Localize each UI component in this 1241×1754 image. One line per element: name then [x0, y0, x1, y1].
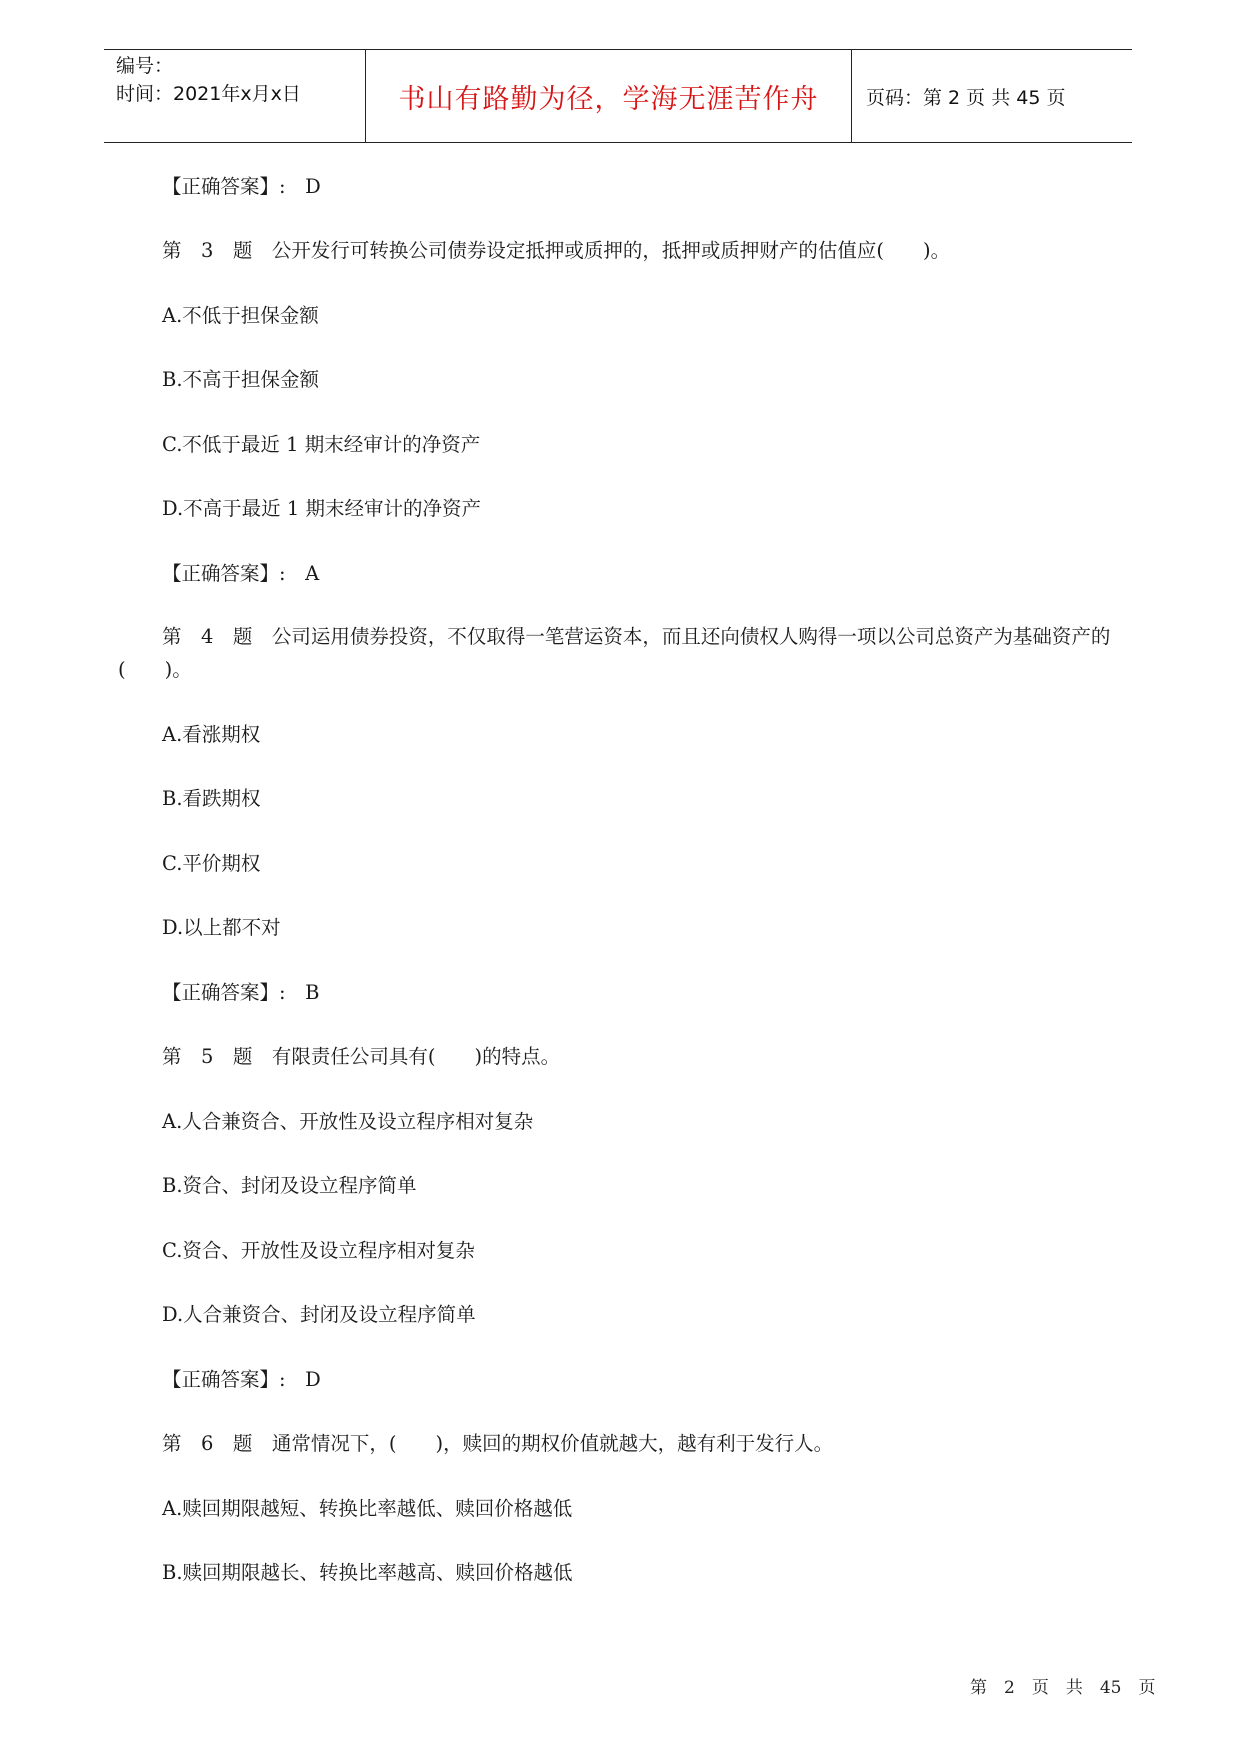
header-number-label: 编号：: [116, 55, 174, 77]
answer-line: 【正确答案】: D: [162, 175, 321, 198]
page-footer: 第 2 页 共 45 页: [970, 1678, 1156, 1698]
header-divider: [851, 50, 852, 142]
option-b: B.看跌期权: [162, 787, 261, 810]
answer-line: 【正确答案】: A: [162, 562, 320, 585]
option-a: A.看涨期权: [162, 723, 261, 746]
option-d: D.以上都不对: [162, 916, 281, 939]
question-4: 第 4 题 公司运用债券投资，不仅取得一笔营运资本，而且还向债权人购得一项以公司总资产为基础资产的( )。: [118, 625, 1111, 681]
option-b: B.资合、封闭及设立程序简单: [162, 1174, 417, 1197]
header-time-label: 时间：2021年x月x日: [116, 83, 301, 105]
option-b: B.不高于担保金额: [162, 368, 320, 391]
page-header: [104, 49, 1132, 143]
option-a: A.人合兼资合、开放性及设立程序相对复杂: [162, 1110, 534, 1133]
question-3: 第 3 题 公开发行可转换公司债券设定抵押或质押的，抵押或质押财产的估值应( )。: [162, 239, 951, 262]
header-motto: 书山有路勤为径，学海无涯苦作舟: [398, 83, 819, 115]
answer-line: 【正确答案】: D: [162, 1368, 321, 1391]
option-a: A.赎回期限越短、转换比率越低、赎回价格越低: [162, 1497, 573, 1520]
option-b: B.赎回期限越长、转换比率越高、赎回价格越低: [162, 1561, 573, 1584]
option-d: D.人合兼资合、封闭及设立程序简单: [162, 1303, 476, 1326]
header-meta: [116, 52, 301, 108]
header-page-label: 页码：第 2 页 共 45 页: [866, 86, 1066, 109]
question-6: 第 6 题 通常情况下，( )，赎回的期权价值就越大，越有利于发行人。: [162, 1432, 834, 1455]
question-5: 第 5 题 有限责任公司具有( )的特点。: [162, 1045, 561, 1068]
option-c: C.平价期权: [162, 852, 261, 875]
option-d: D.不高于最近 1 期末经审计的净资产: [162, 497, 481, 520]
option-c: C.资合、开放性及设立程序相对复杂: [162, 1239, 475, 1262]
answer-line: 【正确答案】: B: [162, 981, 320, 1004]
option-a: A.不低于担保金额: [162, 304, 319, 327]
option-c: C.不低于最近 1 期末经审计的净资产: [162, 433, 481, 456]
